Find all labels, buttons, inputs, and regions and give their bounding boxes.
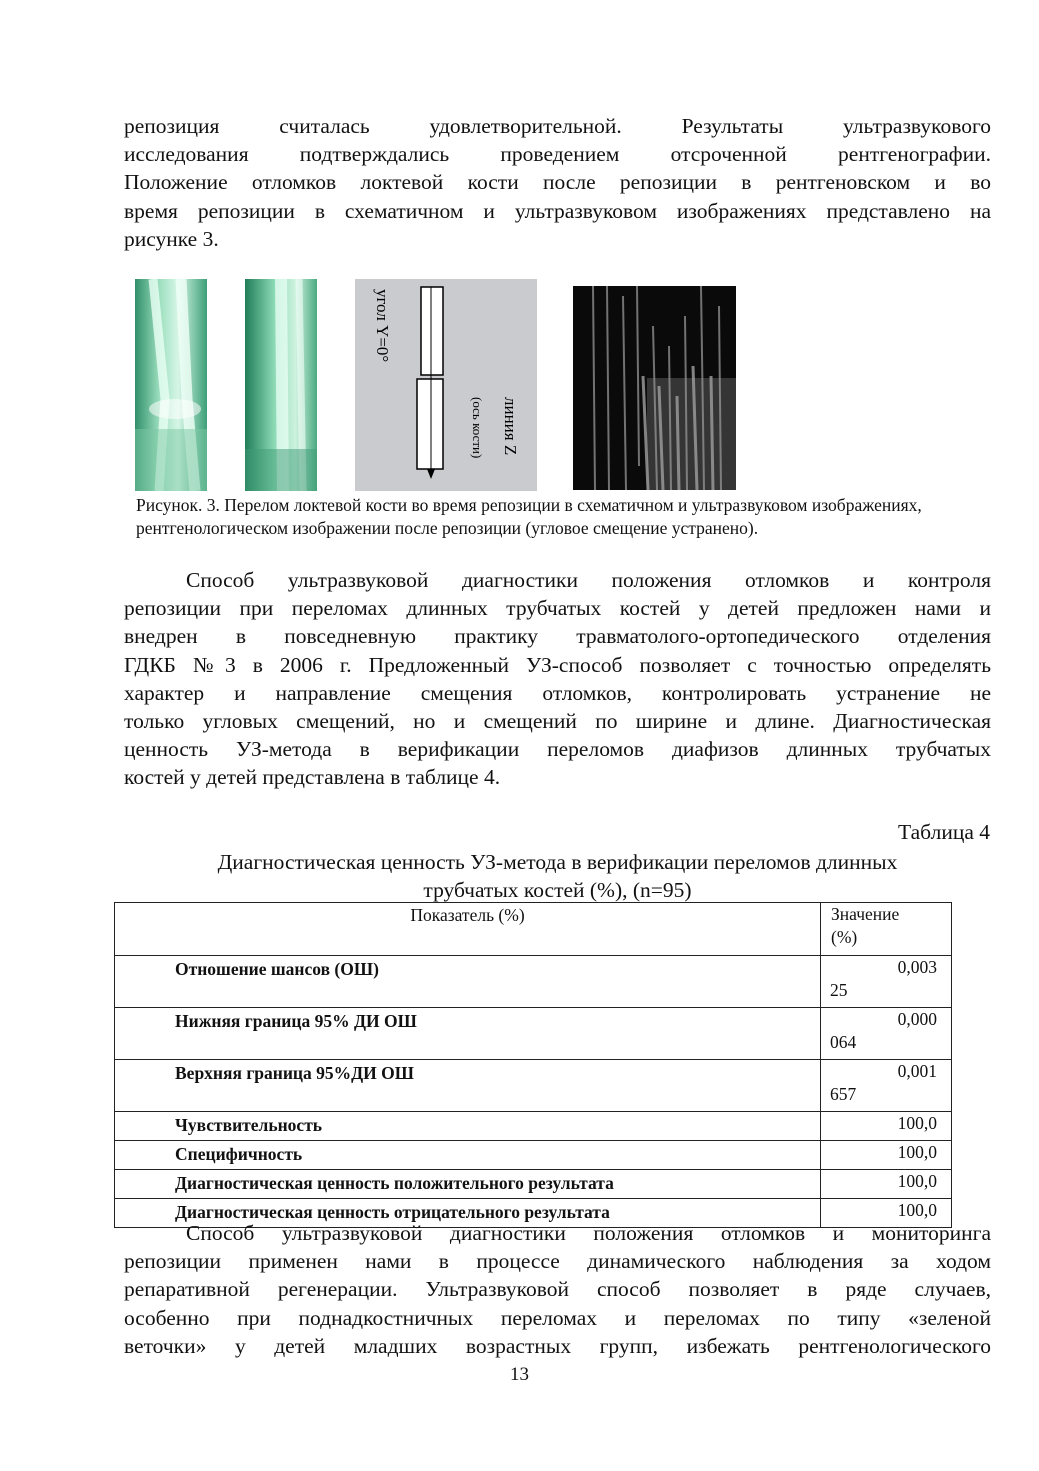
scheme-angle-label: угол Y=0° (373, 289, 392, 363)
text-line: характер и направление смещения отломков, контролировать устранение не (124, 680, 991, 705)
row-label: Отношение шансов (ОШ) (115, 956, 821, 1008)
row-label: Верхняя граница 95%ДИ ОШ (115, 1060, 821, 1112)
header-value-line: (%) (831, 927, 858, 947)
table-row (115, 1112, 952, 1141)
text-line: Положение отломков локтевой кости после репозиции в рентгеновском и во (124, 170, 991, 195)
text-line: репаративной регенерации. Ультразвуковой способ позволяет в ряде случаев, (124, 1277, 991, 1302)
text-line: внедрен в повседневную практику травматолого-ортопедического отделения (124, 624, 991, 649)
row-label: Диагностическая ценность отрицательного результата (115, 1199, 821, 1228)
text-line: репозиции при переломах длинных трубчатых костей у детей предложен нами и (124, 596, 991, 621)
xray-image-2 (245, 279, 317, 491)
text-line: ценность УЗ-метода в верификации переломов диафизов длинных трубчатых (124, 737, 991, 762)
table-title-line: Диагностическая ценность УЗ-метода в верификации переломов длинных (217, 850, 898, 874)
table-row (115, 1141, 952, 1170)
table-row (115, 1060, 952, 1112)
row-value-part: 0,001 (897, 1061, 937, 1081)
row-value-part: 0,000 (897, 1009, 937, 1029)
text-line: ГДКБ №3 в 2006 г. Предложенный УЗ-способ позволяет с точностью определять (124, 652, 991, 677)
row-value: 100,0 (821, 1141, 952, 1170)
text-line: костей у детей представлена в таблице 4. (124, 765, 501, 790)
text-line: рисунке 3. (124, 226, 219, 251)
page-number: 13 (510, 1364, 529, 1385)
row-value (821, 956, 952, 1008)
row-value: 100,0 (821, 1112, 952, 1141)
row-value-part: 657 (830, 1084, 857, 1104)
scheme-line-label: линия Z (501, 397, 520, 456)
row-value-part: 064 (830, 1032, 857, 1052)
xray-image-1 (135, 279, 207, 491)
table-title (124, 848, 991, 904)
paragraph-method (124, 566, 991, 792)
text-line: только угловых смещений, но и смещений по ширине и длине. Диагностическая (124, 709, 991, 734)
table-header-row (115, 903, 952, 956)
paragraph-monitoring (124, 1219, 991, 1360)
fracture-scheme (355, 279, 537, 491)
table-label: Таблица 4 (898, 820, 990, 844)
paragraph-intro (124, 112, 991, 253)
text-line: репозиция считалась удовлетворительной. Результаты ультразвукового (124, 114, 991, 138)
text-line: особенно при поднадкостничных переломах и переломах по типу «зеленой (124, 1305, 991, 1330)
row-value: 100,0 (821, 1170, 952, 1199)
table-row (115, 1008, 952, 1060)
ultrasound-image (573, 286, 736, 490)
table-row (115, 956, 952, 1008)
row-value-part: 25 (830, 980, 848, 1000)
text-line: время репозиции в схематичном и ультразвуковом изображениях представлено на (124, 198, 991, 223)
row-label: Диагностическая ценность положительного результата (115, 1170, 821, 1199)
row-value: 100,0 (821, 1199, 952, 1228)
scheme-axis-label: (ось кости) (470, 397, 485, 459)
header-indicator: Показатель (%) (115, 903, 821, 956)
data-table (114, 902, 952, 1228)
row-value (821, 1060, 952, 1112)
text-line: исследования подтверждались проведением отсроченной рентгенографии. (124, 142, 991, 167)
header-value (821, 903, 952, 956)
row-value-part: 0,003 (897, 957, 937, 977)
row-label: Нижняя граница 95% ДИ ОШ (115, 1008, 821, 1060)
table-row (115, 1170, 952, 1199)
row-value (821, 1008, 952, 1060)
header-value-line: Значение (831, 904, 900, 924)
table-title-line: трубчатых костей (%), (n=95) (423, 878, 692, 902)
figure-caption: Рисунок. 3. Перелом локтевой кости во время репозиции в схематичном и ультразвуковом изображениях, рентгенологическом изображении после репозиции (угловое смещение устранено). (136, 495, 922, 538)
row-label: Чувствительность (115, 1112, 821, 1141)
text-line: веточки» у детей младших возрастных групп, избежать рентгенологического (124, 1333, 991, 1358)
text-line: репозиции применен нами в процессе динамического наблюдения за ходом (124, 1249, 991, 1274)
text-line: Способ ультразвуковой диагностики положения отломков и контроля (186, 568, 991, 592)
text-line: Способ ультразвуковой диагностики положения отломков и мониторинга (186, 1221, 991, 1245)
row-label: Специфичность (115, 1141, 821, 1170)
